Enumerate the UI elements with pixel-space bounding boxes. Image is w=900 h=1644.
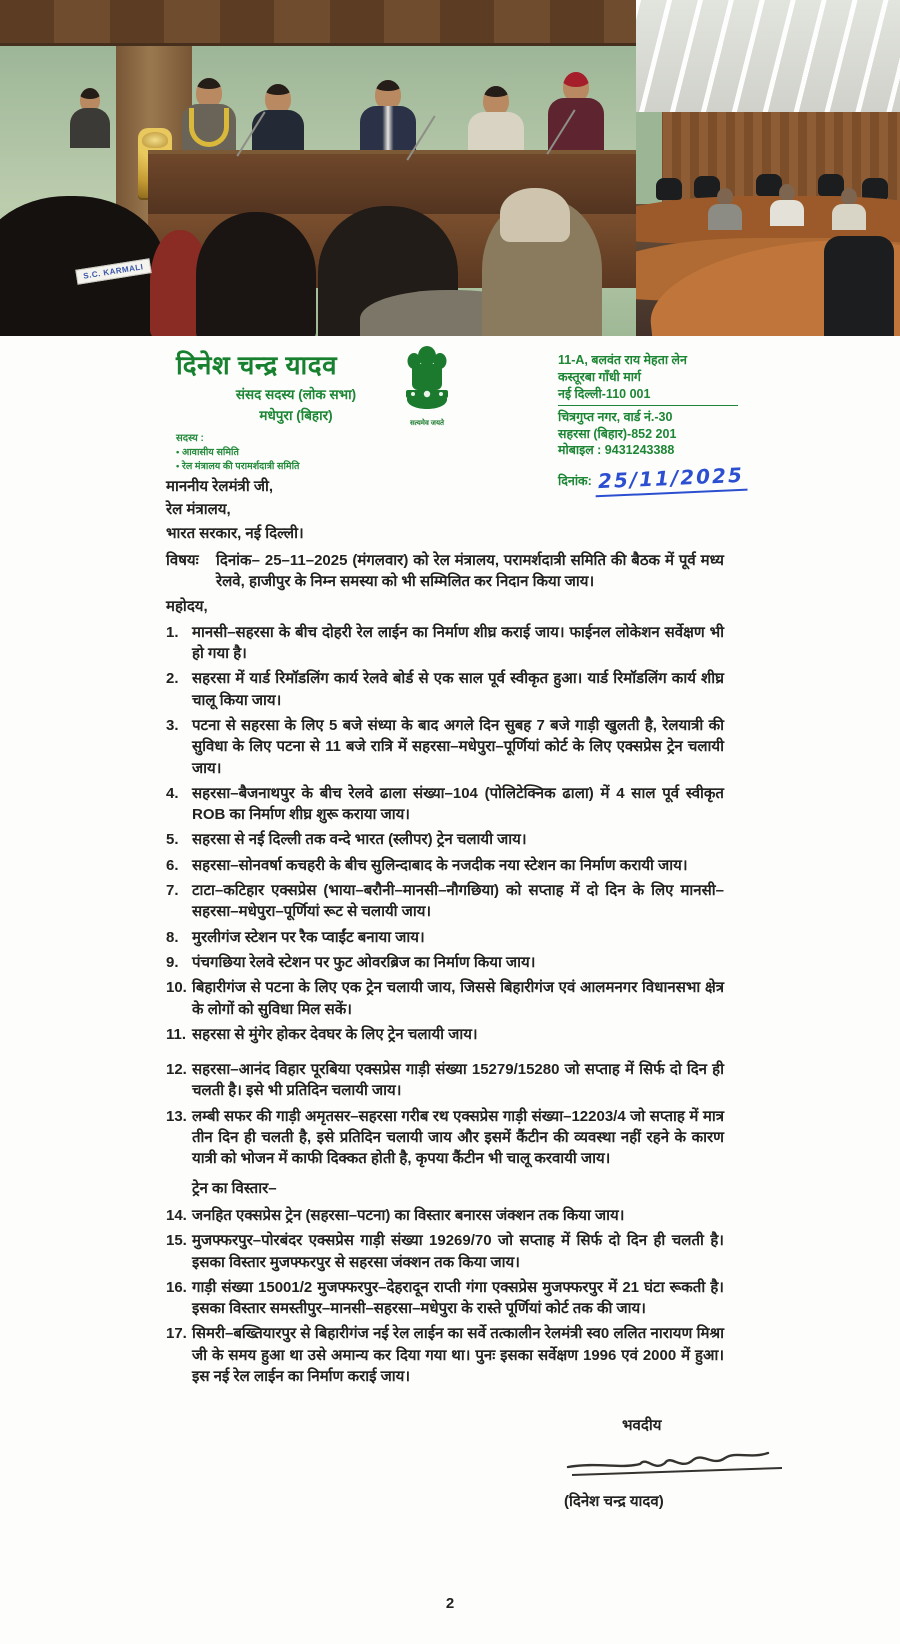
torso xyxy=(548,98,604,154)
point-number: 13. xyxy=(166,1107,187,1125)
torso xyxy=(70,108,110,148)
membership-item: • आवासीय समिति xyxy=(176,447,239,458)
section-heading: ट्रेन का विस्तार– xyxy=(192,1179,277,1197)
point-text: सहरसा–आनंद विहार पूरबिया एक्सप्रेस गाड़ी संख्या 15279/15280 जो सप्ताह में सिर्फ दो दिन ही चलती है। इसे भी प्रतिदिन चलायी जाय। xyxy=(192,1061,724,1100)
recipient-line: माननीय रेलमंत्री जी, xyxy=(166,478,274,495)
valediction: भवदीय xyxy=(622,1417,662,1435)
point-number: 10. xyxy=(166,979,187,997)
ceiling-lights xyxy=(636,0,900,112)
point-text: सहरसा में यार्ड रिमॉडलिंग कार्य रेलवे बोर्ड से एक साल पूर्व स्वीकृत हुआ। यार्ड रिमॉडलिंग कार्य शीघ्र चालू किया जाय। xyxy=(192,670,724,709)
point-number: 17. xyxy=(166,1325,187,1343)
ashoka-emblem-green xyxy=(395,344,459,428)
salutation: महोदय, xyxy=(166,598,208,616)
letterhead-left xyxy=(176,346,416,472)
point-number: 12. xyxy=(166,1061,187,1079)
address-line: नई दिल्ली-110 001 xyxy=(558,386,651,401)
wood-ceiling xyxy=(0,0,636,46)
letter-point xyxy=(166,1205,724,1226)
signature xyxy=(564,1445,724,1489)
letter-point xyxy=(166,977,724,1020)
mp-designation: संसद सदस्य (लोक सभा) xyxy=(235,387,357,402)
chair xyxy=(656,178,682,200)
letter-point xyxy=(166,1230,724,1273)
point-number: 16. xyxy=(166,1278,187,1296)
point-text: टाटा–कटिहार एक्सप्रेस (भाया–बरौनी–मानसी–नौगछिया) को सप्ताह में दो दिन के लिए मानसी–सहरसा–मधेपुरा–पूर्णियां रूट से चलायी जाय। xyxy=(192,882,724,921)
photo-strip xyxy=(0,0,900,336)
address-line: चित्रगुप्त नगर, वार्ड नं.-30 xyxy=(558,409,673,424)
letter-point xyxy=(166,1106,724,1170)
letter-point xyxy=(166,829,724,850)
point-text: सिमरी–बख्तियारपुर से बिहारीगंज नई रेल लाईन का सर्वे तत्कालीन रेलमंत्री स्व0 ललित नारायण मिश्रा जी के समय हुआ था उसे अमान्य कर दिया गया था। पुनः इसका सर्वेक्षण 1996 एवं 2000 में हुआ। इस नई रेल लाईन का निर्माण कराई जाय। xyxy=(192,1325,724,1385)
point-text: सहरसा से नई दिल्ली तक वन्दे भारत (स्लीपर) ट्रेन चलायी जाय। xyxy=(192,831,527,849)
meeting-photo-dais xyxy=(0,0,636,336)
mp-constituency: मधेपुरा (बिहार) xyxy=(259,408,333,423)
letter-point xyxy=(166,715,724,779)
point-number: 7. xyxy=(166,882,179,900)
letter-point xyxy=(166,1059,724,1102)
subject-text: दिनांक– 25–11–2025 (मंगलवार) को रेल मंत्रालय, परामर्शदात्री समिति की बैठक में पूर्व मध्य रेलवे, हाजीपुर के निम्न समस्या को भी सम्मिलित कर निदान किया जाय। xyxy=(216,551,724,591)
subject-row xyxy=(166,550,724,593)
letter-point xyxy=(166,622,724,665)
point-text: सहरसा–बैजनाथपुर के बीच रेलवे ढाला संख्या–104 (पोलिटेक्निक ढाला) में 4 साल पूर्व स्वीकृत ROB का निर्माण शीघ्र शुरू कराया जाय। xyxy=(192,784,724,824)
delhi-address xyxy=(558,352,738,406)
signature-icon xyxy=(564,1445,789,1483)
address-line: 11-A, बलवंत राय मेहता लेन xyxy=(558,353,687,367)
subject-label: विषयः xyxy=(166,551,199,569)
letter-point xyxy=(166,1323,724,1387)
mp-name: दिनेश चन्द्र यादव xyxy=(176,350,338,380)
seated-attendee xyxy=(708,188,742,230)
emblem-motto: सत्यमेव जयते xyxy=(409,420,445,427)
point-number: 2. xyxy=(166,670,179,688)
letter-point xyxy=(166,927,724,948)
torso xyxy=(770,200,804,226)
recipient-line: भारत सरकार, नई दिल्ली। xyxy=(166,524,304,542)
point-text: लम्बी सफर की गाड़ी अमृतसर–सहरसा गरीब रथ एक्सप्रेस गाड़ी संख्या–12203/4 जो सप्ताह में मात्र तीन दिन ही चलती है, इसे प्रतिदिन चलायी जाय और इसमें कैंटीन की व्यवस्था नहीं रहने के कारण यात्री को भोजन में काफी दिक्कत होती है, कृपया कैंटीन भी चालू करवायी जाय। xyxy=(192,1107,724,1168)
date-label: दिनांक: xyxy=(558,474,592,489)
membership-label: सदस्य : xyxy=(176,433,204,444)
point-number: 15. xyxy=(166,1232,187,1250)
point-text: बिहारीगंज से पटना के लिए एक ट्रेन चलायी जाय, जिससे बिहारीगंज एवं आलमनगर विधानसभा क्षेत्र के लोगों को सुविधा मिल सकें। xyxy=(192,979,724,1018)
recipient-line: रेल मंत्रालय, xyxy=(166,501,231,519)
saharsa-address xyxy=(558,409,788,460)
torso xyxy=(832,204,866,230)
address-line: कस्तूरबा गाँधी मार्ग xyxy=(558,369,641,384)
handwritten-date: 25/11/2025 xyxy=(595,462,748,498)
audience-grey-hair xyxy=(500,188,570,242)
recipient-block xyxy=(166,476,724,544)
point-text: गाड़ी संख्या 15001/2 मुजफ्फरपुर–देहरादून राप्ती गंगा एक्सप्रेस मुजफ्फरपुर में 21 घंटा रूकती है। इसका विस्तार समस्तीपुर–मानसी–सहरसा–मधेपुरा के रास्ते पूर्णियां कोर्ट तक की जाय। xyxy=(192,1278,724,1318)
closing-block xyxy=(564,1415,724,1512)
page-number: 2 xyxy=(445,1595,455,1612)
point-text: मानसी–सहरसा के बीच दोहरी रेल लाईन का निर्माण शीघ्र कराई जाय। फाईनल लोकेशन सर्वेक्षण भी हो गया है। xyxy=(192,623,724,663)
point-text: पटना से सहरसा के लिए 5 बजे संध्या के बाद अगले दिन सुबह 7 बजे गाड़ी खुलती है, रेलयात्री की सुविधा के लिए पटना से 11 बजे रात्रि में सहरसा–मधेपुरा–पूर्णियां कोर्ट के लिए एक्सप्रेस ट्रेन चलायी जाय। xyxy=(192,716,724,777)
chair-large xyxy=(824,236,894,336)
points-list-2 xyxy=(166,1205,724,1387)
letter-body xyxy=(0,476,900,1512)
letterhead-address xyxy=(558,352,788,494)
point-text: मुजफ्फरपुर–पोरबंदर एक्सप्रेस गाड़ी संख्या 19269/70 जो सप्ताह में सिर्फ दो दिन ही चलती है। इसका विस्तार मुजफ्फरपुर से सहरसा जंक्शन तक किया जाय। xyxy=(192,1232,724,1271)
point-number: 5. xyxy=(166,831,179,849)
letter-point xyxy=(166,783,724,826)
address-line: सहरसा (बिहार)-852 201 xyxy=(558,426,677,441)
address-line: मोबाइल : 9431243388 xyxy=(558,443,675,458)
point-text: सहरसा से मुंगेर होकर देवघर के लिए ट्रेन चलायी जाय। xyxy=(192,1025,478,1043)
name-plate-text: S.C. KARMALI xyxy=(82,262,145,281)
point-number: 11. xyxy=(166,1025,187,1043)
point-number: 14. xyxy=(166,1206,187,1224)
letter-point xyxy=(166,880,724,923)
point-number: 4. xyxy=(166,784,179,802)
point-number: 9. xyxy=(166,953,179,971)
point-text: जनहित एक्सप्रेस ट्रेन (सहरसा–पटना) का विस्तार बनारस जंक्शन तक किया जाय। xyxy=(192,1206,625,1224)
seated-attendee xyxy=(832,188,866,230)
point-number: 8. xyxy=(166,928,179,946)
points-list-1 xyxy=(166,622,724,1170)
point-text: मुरलीगंज स्टेशन पर रैक प्वाईंट बनाया जाय। xyxy=(192,928,425,946)
point-number: 3. xyxy=(166,716,179,734)
point-text: सहरसा–सोनवर्षा कचहरी के बीच सुलिन्दाबाद के नजदीक नया स्टेशन का निर्माण करायी जाय। xyxy=(192,856,688,874)
letter-point xyxy=(166,1277,724,1320)
membership-item: • रेल मंत्रालय की परामर्शदात्री समिति xyxy=(176,461,300,472)
point-text: पंचगछिया रेलवे स्टेशन पर फुट ओवरब्रिज का निर्माण किया जाय। xyxy=(192,953,536,971)
letter-point xyxy=(166,1024,724,1045)
letter-point xyxy=(166,952,724,973)
letter-point xyxy=(166,668,724,711)
audience-head xyxy=(196,212,316,336)
meeting-photo-hall xyxy=(636,0,900,336)
seated-attendee xyxy=(770,184,804,226)
signatory-name: (दिनेश चन्द्र यादव) xyxy=(564,1492,664,1510)
ashoka-emblem-icon xyxy=(399,344,455,416)
torso xyxy=(708,204,742,230)
point-number: 6. xyxy=(166,856,179,874)
point-number: 1. xyxy=(166,623,179,641)
letter-point xyxy=(166,855,724,876)
